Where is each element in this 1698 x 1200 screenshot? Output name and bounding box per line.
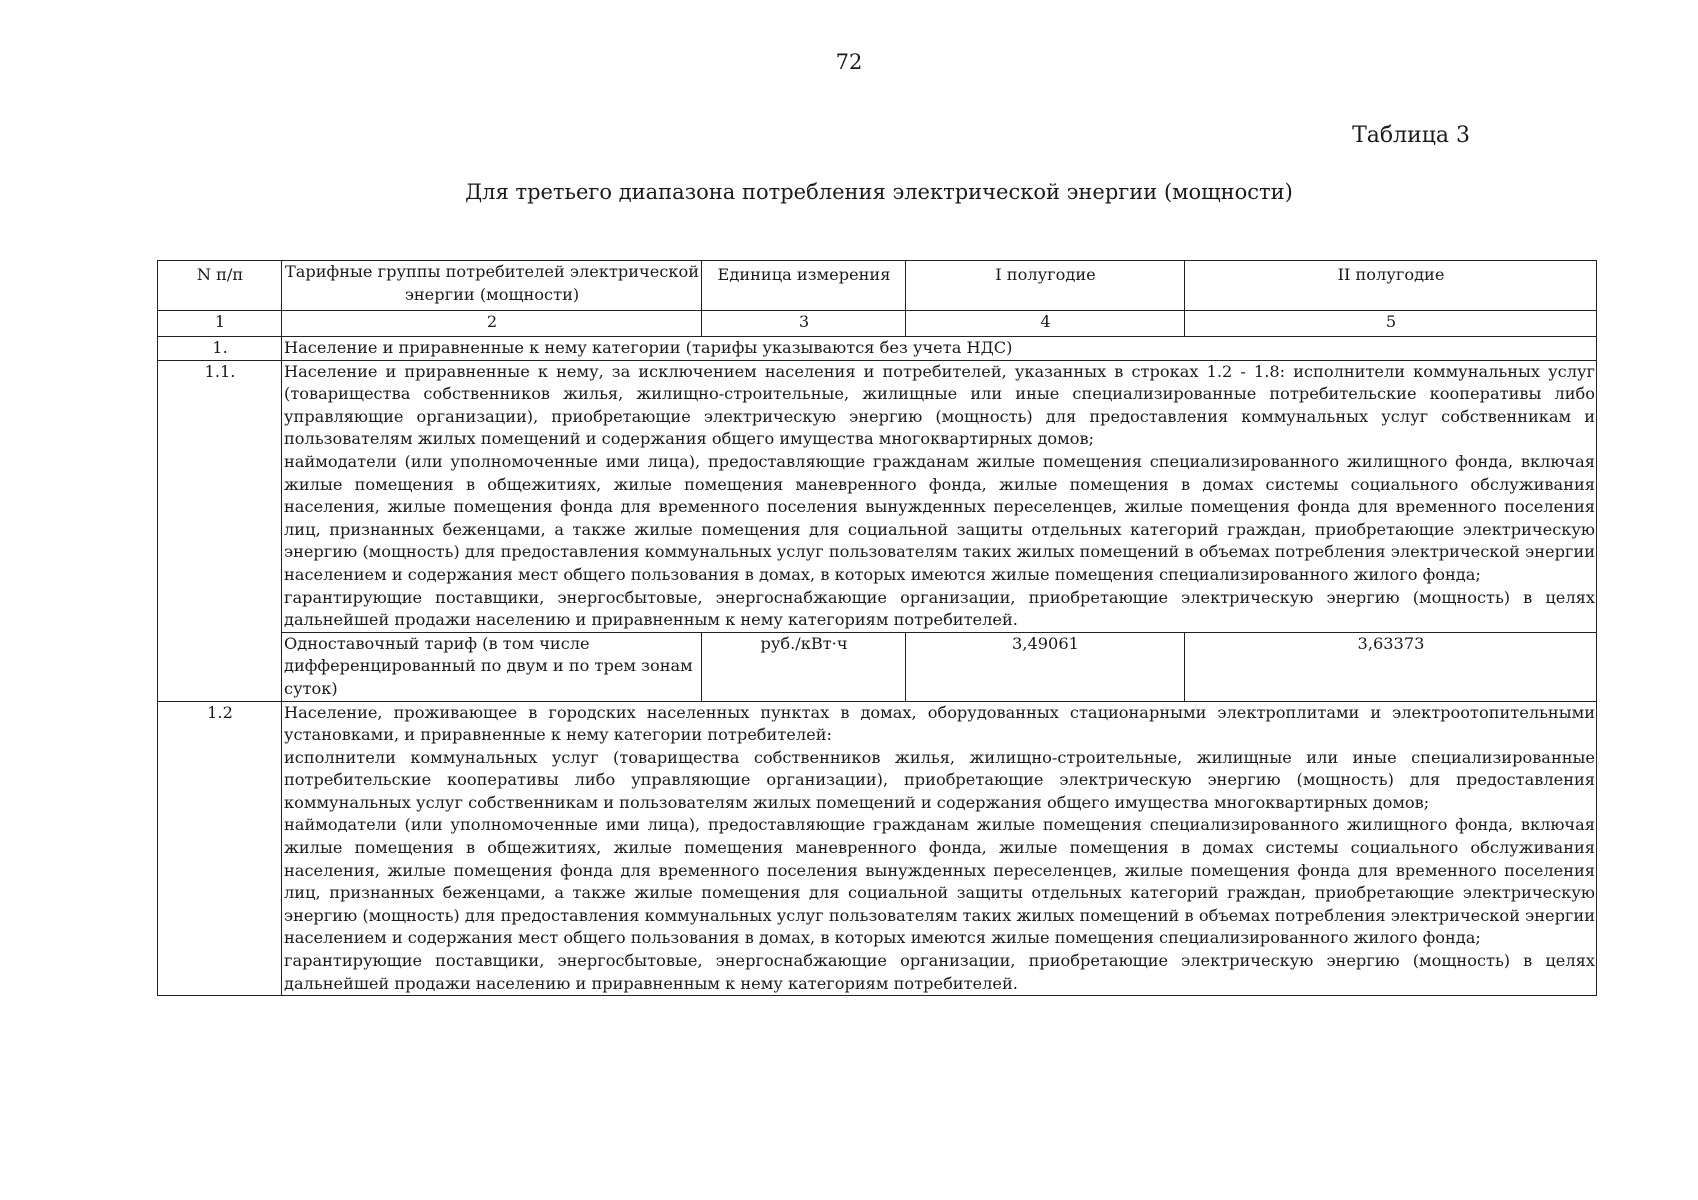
- column-number: 3: [702, 311, 906, 337]
- description-paragraph: Население и приравненные к нему, за исключением населения и потребителей, указанных в строках 1.2 - 1.8: исполнители коммунальных услуг (товарищества собственников жилья, жилищно-строительные, жилищные или иные специализированные потребительские кооперативы либо управляющие организации), приобретающие электрическую энергию (мощность) для предоставления коммунальных услуг собственникам и пользователям жилых помещений и содержания общего имущества многоквартирных домов;: [284, 361, 1595, 449]
- description-paragraph: исполнители коммунальных услуг (товарищества собственников жилья, жилищно-строительные, жилищные или иные специализированные потребительские кооперативы либо управляющие организации), приобретающие электрическую энергию (мощность) для предоставления коммунальных услуг собственникам и пользователям жилых помещений и содержания общего имущества многоквартирных домов;: [284, 747, 1595, 812]
- row-number: 1.2: [158, 701, 282, 996]
- header-tariff-group: Тарифные группы потребителей электрической энергии (мощности): [282, 261, 702, 311]
- column-number: 1: [158, 311, 282, 337]
- category-description: [282, 360, 1597, 632]
- row-number: 1.: [158, 337, 282, 361]
- table-row: [158, 337, 1597, 361]
- second-half-value: 3,63373: [1185, 632, 1597, 701]
- category-description: [282, 701, 1597, 996]
- header-first-half: I полугодие: [906, 261, 1185, 311]
- category-title: Население и приравненные к нему категории (тарифы указываются без учета НДС): [282, 337, 1597, 361]
- first-half-value: 3,49061: [906, 632, 1185, 701]
- tariff-unit: руб./кВт·ч: [702, 632, 906, 701]
- description-paragraph: Население, проживающее в городских населенных пунктах в домах, оборудованных стационарными электроплитами и электроотопительными установками, и приравненные к нему категории потребителей:: [284, 702, 1595, 745]
- description-paragraph: гарантирующие поставщики, энергосбытовые, энергоснабжающие организации, приобретающие электрическую энергию (мощность) в целях дальнейшей продажи населению и приравненным к нему категориям потребителей.: [284, 951, 1595, 993]
- tariff-table: [157, 260, 1597, 996]
- header-unit: Единица измерения: [702, 261, 906, 311]
- description-paragraph: гарантирующие поставщики, энергосбытовые, энергоснабжающие организации, приобретающие электрическую энергию (мощность) в целях дальнейшей продажи населению и приравненным к нему категориям потребителей.: [284, 587, 1595, 630]
- page-number: 72: [835, 50, 863, 74]
- column-number: 2: [282, 311, 702, 337]
- column-numbers-row: [158, 311, 1597, 337]
- header-second-half: II полугодие: [1185, 261, 1597, 311]
- table-caption: Таблица 3: [1352, 123, 1470, 148]
- description-paragraph: наймодатели (или уполномоченные ими лица), предоставляющие гражданам жилые помещения специализированного жилищного фонда, включая жилые помещения в общежитиях, жилые помещения маневренного фонда, жилые помещения в домах системы социального обслуживания населения, жилые помещения фонда для временного поселения вынужденных переселенцев, жилые помещения фонда для временного поселения лиц, признанных беженцами, а также жилые помещения для социальной защиты отдельных категорий граждан, приобретающие электрическую энергию (мощность) для предоставления коммунальных услуг пользователям таких жилых помещений в объемах потребления электрической энергии населением и содержания мест общего пользования в домах, в которых имеются жилые помещения специализированного жилого фонда;: [284, 815, 1595, 948]
- row-number: 1.1.: [158, 360, 282, 701]
- page-title: Для третьего диапазона потребления электрической энергии (мощности): [465, 180, 1293, 204]
- description-paragraph: наймодатели (или уполномоченные ими лица), предоставляющие гражданам жилые помещения специализированного жилищного фонда, включая жилые помещения в общежитиях, жилые помещения маневренного фонда, жилые помещения в домах системы социального обслуживания населения, жилые помещения фонда для временного поселения вынужденных переселенцев, жилые помещения фонда для временного поселения лиц, признанных беженцами, а также жилые помещения для социальной защиты отдельных категорий граждан, приобретающие электрическую энергию (мощность) для предоставления коммунальных услуг пользователям таких жилых помещений в объемах потребления электрической энергии населением и содержания мест общего пользования в домах, в которых имеются жилые помещения специализированного жилого фонда;: [284, 451, 1595, 584]
- table-row: [158, 360, 1597, 632]
- column-number: 4: [906, 311, 1185, 337]
- column-number: 5: [1185, 311, 1597, 337]
- header-row: [158, 261, 1597, 311]
- tariff-value-row: [158, 632, 1597, 701]
- header-num: N п/п: [158, 261, 282, 311]
- tariff-label: Одноставочный тариф (в том числе дифференцированный по двум и по трем зонам суток): [282, 632, 702, 701]
- table-row: [158, 701, 1597, 996]
